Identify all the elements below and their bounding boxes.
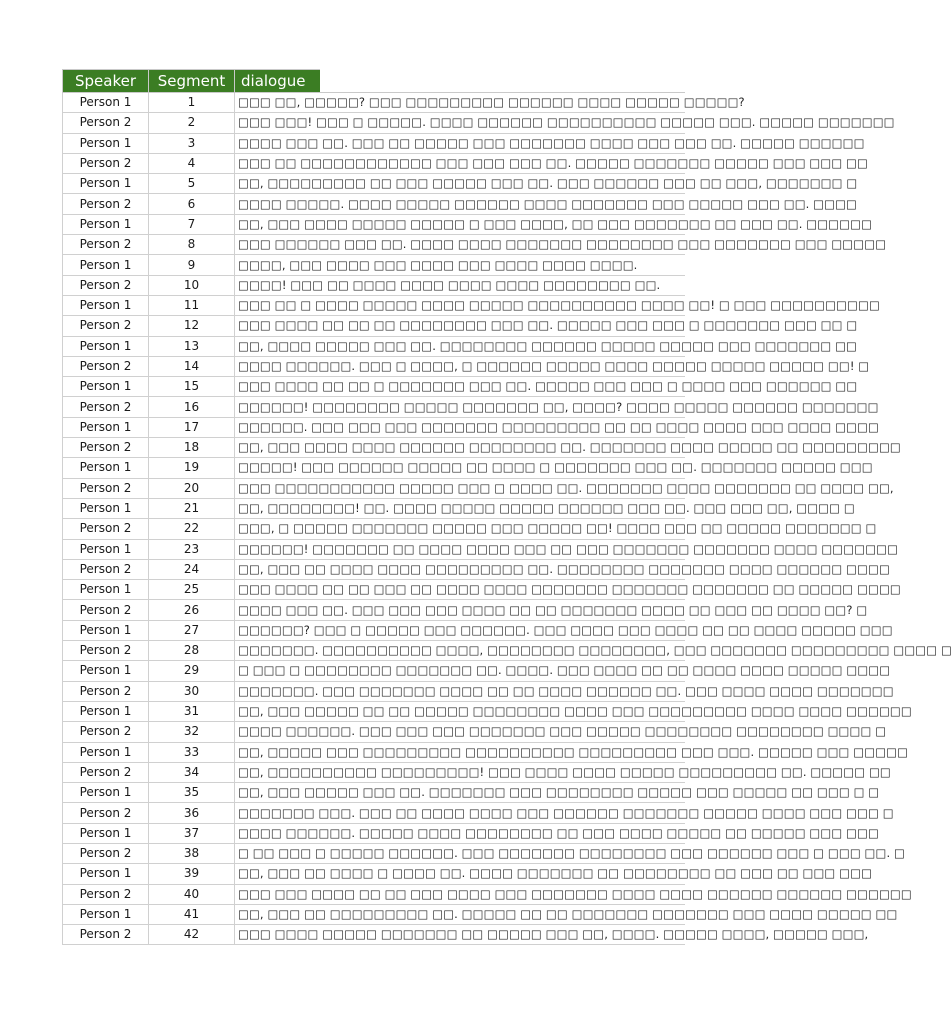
cell-speaker[interactable]: Person 1 — [63, 701, 149, 721]
cell-speaker[interactable]: Person 1 — [63, 783, 149, 803]
table-row[interactable] — [63, 93, 685, 113]
cell-speaker[interactable]: Person 1 — [63, 742, 149, 762]
cell-speaker[interactable]: Person 2 — [63, 681, 149, 701]
cell-segment[interactable]: 27 — [149, 620, 235, 640]
cell-speaker[interactable]: Person 2 — [63, 559, 149, 579]
cell-dialogue[interactable]: □□□ □□□□ □□ □□ □ □□□□□□□ □□□ □□. □□□□□ □□□ □□□ □ □□□□ □□□ □□□□□□ □□ — [235, 377, 685, 397]
cell-speaker[interactable]: Person 2 — [63, 397, 149, 417]
cell-dialogue[interactable]: □□□□□□□. □□□ □□□□□□□ □□□□ □□ □□ □□□□ □□□□□□ □□. □□□ □□□□ □□□□ □□□□□□□ — [235, 681, 685, 701]
cell-segment[interactable]: 1 — [149, 93, 235, 113]
cell-dialogue[interactable]: □□□, □ □□□□□ □□□□□□□ □□□□□ □□□ □□□□□ □□! □□□□ □□□ □□ □□□□□ □□□□□□□ □ — [235, 519, 685, 539]
spreadsheet — [62, 69, 952, 945]
cell-speaker[interactable]: Person 1 — [63, 174, 149, 194]
cell-dialogue[interactable]: □□□ □□□□ □□□□□ □□□□□□□ □□ □□□□□ □□□ □□, □□□□. □□□□□ □□□□, □□□□□ □□□, — [235, 925, 685, 945]
cell-speaker[interactable]: Person 2 — [63, 316, 149, 336]
table-row[interactable] — [63, 275, 685, 295]
cell-dialogue[interactable]: □□□□□! □□□ □□□□□□ □□□□□ □□ □□□□ □ □□□□□□□ □□□ □□. □□□□□□□ □□□□□ □□□ — [235, 458, 685, 478]
table-row[interactable] — [63, 133, 685, 153]
cell-speaker[interactable]: Person 1 — [63, 377, 149, 397]
cell-segment[interactable]: 12 — [149, 316, 235, 336]
cell-dialogue[interactable]: □□□□ □□□ □□. □□□ □□ □□□□□ □□□ □□□□□□□ □□□□ □□□ □□□ □□. □□□□□ □□□□□□ — [235, 133, 685, 153]
table-row[interactable] — [63, 417, 685, 437]
cell-segment[interactable]: 21 — [149, 498, 235, 518]
cell-segment[interactable]: 22 — [149, 519, 235, 539]
cell-segment[interactable]: 6 — [149, 194, 235, 214]
table-row[interactable] — [63, 722, 685, 742]
cell-dialogue[interactable]: □□, □□□ □□ □□□□ □□□□ □□□□□□□□□ □□. □□□□□□□□ □□□□□□□ □□□□ □□□□□□ □□□□ — [235, 559, 685, 579]
cell-dialogue[interactable]: □□, □□□□□□□□! □□. □□□□ □□□□□ □□□□□ □□□□□□ □□□ □□. □□□ □□□ □□, □□□□ □ — [235, 498, 685, 518]
cell-dialogue[interactable]: □□□□ □□□ □□. □□□ □□□ □□□ □□□□ □□ □□ □□□□□□□ □□□□ □□ □□□ □□ □□□□ □□? □ — [235, 600, 685, 620]
cell-segment[interactable]: 24 — [149, 559, 235, 579]
cell-dialogue[interactable]: □□, □□□□□ □□□ □□□□□□□□□ □□□□□□□□□□ □□□□□□□□□ □□□ □□□. □□□□□ □□□ □□□□□ — [235, 742, 685, 762]
cell-dialogue[interactable]: □□, □□□ □□□□ □□□□ □□□□□□ □□□□□□□□ □□. □□□□□□□ □□□□ □□□□□ □□ □□□□□□□□□ — [235, 438, 685, 458]
cell-dialogue[interactable]: □□□□ □□□□□. □□□□ □□□□□ □□□□□□ □□□□ □□□□□□□ □□□ □□□□□ □□□ □□. □□□□ — [235, 194, 685, 214]
cell-speaker[interactable]: Person 2 — [63, 194, 149, 214]
cell-dialogue[interactable]: □□□□□□. □□□ □□□ □□□ □□□□□□□ □□□□□□□□□ □□ □□ □□□□ □□□□ □□□ □□□□ □□□□ — [235, 417, 685, 437]
table-row[interactable] — [63, 661, 685, 681]
cell-dialogue[interactable]: □□, □□□□ □□□□□ □□□ □□. □□□□□□□□ □□□□□□ □□□□□ □□□□□ □□□ □□□□□□□ □□ — [235, 336, 685, 356]
cell-segment[interactable]: 16 — [149, 397, 235, 417]
cell-dialogue[interactable]: □□, □□□ □□□□□ □□□ □□. □□□□□□□ □□□ □□□□□□□□ □□□□□ □□□ □□□□□ □□ □□□ □ □ — [235, 783, 685, 803]
cell-dialogue[interactable]: □□□□ □□□□□□. □□□ □ □□□□, □ □□□□□□ □□□□□ □□□□ □□□□□ □□□□□ □□□□□ □□! □ — [235, 356, 685, 376]
header-dialogue-label: dialogue — [241, 72, 306, 90]
table-row[interactable] — [63, 295, 685, 315]
cell-dialogue[interactable]: □□□ □□□□□□ □□□ □□. □□□□ □□□□ □□□□□□□ □□□□□□□□ □□□ □□□□□□□ □□□ □□□□□ — [235, 235, 685, 255]
cell-segment[interactable]: 41 — [149, 904, 235, 924]
cell-segment[interactable]: 26 — [149, 600, 235, 620]
cell-speaker[interactable]: Person 1 — [63, 661, 149, 681]
cell-segment[interactable]: 18 — [149, 438, 235, 458]
cell-segment[interactable]: 13 — [149, 336, 235, 356]
cell-speaker[interactable]: Person 2 — [63, 600, 149, 620]
table-row[interactable] — [63, 600, 685, 620]
cell-dialogue[interactable]: □□□ □□□ □□□□ □□ □□ □□□ □□□□ □□□ □□□□□□□ □□□□ □□□□ □□□□□□ □□□□□□ □□□□□□ — [235, 884, 685, 904]
table-row[interactable] — [63, 559, 685, 579]
cell-dialogue[interactable]: □□□ □□□□ □□ □□ □□□ □□ □□□□ □□□□ □□□□□□□ □□□□□□□ □□□□□□□ □□ □□□□□ □□□□ — [235, 580, 685, 600]
cell-segment[interactable]: 29 — [149, 661, 235, 681]
cell-speaker[interactable]: Person 1 — [63, 498, 149, 518]
cell-speaker[interactable]: Person 2 — [63, 641, 149, 661]
cell-speaker[interactable]: Person 1 — [63, 214, 149, 234]
cell-speaker[interactable]: Person 1 — [63, 417, 149, 437]
cell-dialogue[interactable]: □ □□□ □ □□□□□□□□ □□□□□□□ □□. □□□□. □□□ □□□□ □□ □□ □□□□ □□□□ □□□□□ □□□□ — [235, 661, 685, 681]
cell-dialogue[interactable]: □□□□□□! □□□□□□□□ □□□□□ □□□□□□□ □□, □□□□? □□□□ □□□□□ □□□□□□ □□□□□□□ — [235, 397, 685, 417]
cell-segment[interactable]: 17 — [149, 417, 235, 437]
cell-speaker[interactable]: Person 1 — [63, 620, 149, 640]
table-row[interactable] — [63, 681, 685, 701]
cell-segment[interactable]: 34 — [149, 762, 235, 782]
cell-speaker[interactable]: Person 2 — [63, 113, 149, 133]
cell-segment[interactable]: 3 — [149, 133, 235, 153]
cell-segment[interactable]: 4 — [149, 153, 235, 173]
table-row[interactable] — [63, 641, 685, 661]
cell-speaker[interactable]: Person 2 — [63, 478, 149, 498]
cell-segment[interactable]: 2 — [149, 113, 235, 133]
table-row[interactable] — [63, 843, 685, 863]
cell-speaker[interactable]: Person 2 — [63, 438, 149, 458]
cell-speaker[interactable]: Person 2 — [63, 722, 149, 742]
table-row[interactable] — [63, 316, 685, 336]
cell-dialogue[interactable]: □□, □□□ □□ □□□□□□□□□ □□. □□□□□ □□ □□ □□□□□□□ □□□□□□□ □□□ □□□□ □□□□□ □□ — [235, 904, 685, 924]
cell-segment[interactable]: 10 — [149, 275, 235, 295]
table-row[interactable] — [63, 377, 685, 397]
header-segment[interactable]: Segment — [149, 70, 235, 93]
cell-segment[interactable]: 14 — [149, 356, 235, 376]
table-row[interactable] — [63, 884, 685, 904]
cell-dialogue[interactable]: □□, □□□ □□□□□ □□ □□ □□□□□ □□□□□□□□ □□□□ □□□ □□□□□□□□□ □□□□ □□□□ □□□□□□ — [235, 701, 685, 721]
cell-segment[interactable]: 19 — [149, 458, 235, 478]
cell-speaker[interactable]: Person 2 — [63, 843, 149, 863]
cell-dialogue[interactable]: □□□□ □□□□□□. □□□ □□□ □□□ □□□□□□□ □□□ □□□□□ □□□□□□□□ □□□□□□□□ □□□□ □ — [235, 722, 685, 742]
cell-segment[interactable]: 30 — [149, 681, 235, 701]
cell-dialogue[interactable]: □□□□□□? □□□ □ □□□□□ □□□ □□□□□□. □□□ □□□□ □□□ □□□□ □□ □□ □□□□ □□□□□ □□□ — [235, 620, 685, 640]
table-row[interactable] — [63, 823, 685, 843]
table-row[interactable] — [63, 255, 685, 275]
cell-dialogue[interactable]: □□□□! □□□ □□ □□□□ □□□□ □□□□ □□□□ □□□□□□□□ □□. — [235, 275, 685, 295]
cell-speaker[interactable]: Person 2 — [63, 884, 149, 904]
cell-dialogue[interactable]: □□□□□□□. □□□□□□□□□□ □□□□, □□□□□□□□ □□□□□□□□, □□□ □□□□□□□ □□□□□□□□□ □□□□ □ — [235, 641, 685, 661]
table-row[interactable] — [63, 904, 685, 924]
cell-speaker[interactable]: Person 2 — [63, 762, 149, 782]
cell-speaker[interactable]: Person 2 — [63, 235, 149, 255]
cell-speaker[interactable]: Person 2 — [63, 275, 149, 295]
cell-segment[interactable]: 36 — [149, 803, 235, 823]
cell-dialogue[interactable]: □□□ □□□□□□□□□□□ □□□□□ □□□ □ □□□□ □□. □□□□□□□ □□□□ □□□□□□□ □□ □□□□ □□, — [235, 478, 685, 498]
cell-dialogue[interactable]: □□□ □□□! □□□ □ □□□□□. □□□□ □□□□□□ □□□□□□□□□□ □□□□□ □□□. □□□□□ □□□□□□□ — [235, 113, 685, 133]
cell-segment[interactable]: 25 — [149, 580, 235, 600]
table-row[interactable] — [63, 194, 685, 214]
cell-segment[interactable]: 33 — [149, 742, 235, 762]
cell-segment[interactable]: 40 — [149, 884, 235, 904]
cell-speaker[interactable]: Person 1 — [63, 133, 149, 153]
cell-speaker[interactable]: Person 1 — [63, 295, 149, 315]
cell-dialogue[interactable]: □□□ □□, □□□□□? □□□ □□□□□□□□□ □□□□□□ □□□□ □□□□□ □□□□□? — [235, 93, 685, 113]
table-row[interactable] — [63, 214, 685, 234]
cell-speaker[interactable]: Person 2 — [63, 925, 149, 945]
table-row[interactable] — [63, 438, 685, 458]
cell-speaker[interactable]: Person 2 — [63, 153, 149, 173]
cell-segment[interactable]: 28 — [149, 641, 235, 661]
cell-speaker[interactable]: Person 1 — [63, 823, 149, 843]
cell-dialogue[interactable]: □□□□, □□□ □□□□ □□□ □□□□ □□□ □□□□ □□□□ □□□□. — [235, 255, 685, 275]
table-row[interactable] — [63, 153, 685, 173]
table-row[interactable] — [63, 620, 685, 640]
cell-segment[interactable]: 5 — [149, 174, 235, 194]
table-row[interactable] — [63, 235, 685, 255]
cell-dialogue[interactable]: □□□ □□ □□□□□□□□□□□□ □□□ □□□ □□□ □□. □□□□□ □□□□□□□ □□□□□ □□□ □□□ □□ — [235, 153, 685, 173]
table-row[interactable] — [63, 113, 685, 133]
cell-dialogue[interactable]: □□□□□□! □□□□□□□ □□ □□□□ □□□□ □□□ □□ □□□ □□□□□□□ □□□□□□□ □□□□ □□□□□□□ — [235, 539, 685, 559]
cell-dialogue[interactable]: □ □□ □□□ □ □□□□□ □□□□□□. □□□ □□□□□□□ □□□□□□□□ □□□ □□□□□□ □□□ □ □□□ □□. □ — [235, 843, 685, 863]
cell-speaker[interactable]: Person 2 — [63, 803, 149, 823]
table-row[interactable] — [63, 478, 685, 498]
table-row[interactable] — [63, 864, 685, 884]
cell-segment[interactable]: 38 — [149, 843, 235, 863]
cell-dialogue[interactable]: □□□ □□□□ □□ □□ □□ □□□□□□□□ □□□ □□. □□□□□ □□□ □□□ □ □□□□□□□ □□□ □□ □ — [235, 316, 685, 336]
table-row[interactable] — [63, 925, 685, 945]
cell-segment[interactable]: 23 — [149, 539, 235, 559]
cell-segment[interactable]: 9 — [149, 255, 235, 275]
cell-dialogue[interactable]: □□□ □□ □ □□□□ □□□□□ □□□□ □□□□□ □□□□□□□□□□ □□□□ □□! □ □□□ □□□□□□□□□□ — [235, 295, 685, 315]
table-body — [63, 93, 952, 945]
cell-speaker[interactable]: Person 1 — [63, 255, 149, 275]
cell-speaker[interactable]: Person 1 — [63, 458, 149, 478]
table-row[interactable] — [63, 174, 685, 194]
header-dialogue-clip — [320, 69, 760, 92]
cell-speaker[interactable]: Person 1 — [63, 904, 149, 924]
cell-dialogue[interactable]: □□, □□□□□□□□□□ □□□□□□□□□! □□□ □□□□ □□□□ □□□□□ □□□□□□□□□ □□. □□□□□ □□ — [235, 762, 685, 782]
table-row[interactable] — [63, 580, 685, 600]
cell-segment[interactable]: 15 — [149, 377, 235, 397]
table-row[interactable] — [63, 803, 685, 823]
cell-speaker[interactable]: Person 1 — [63, 580, 149, 600]
cell-segment[interactable]: 37 — [149, 823, 235, 843]
cell-dialogue[interactable]: □□□□ □□□□□□. □□□□□ □□□□ □□□□□□□□ □□ □□□ □□□□ □□□□□ □□ □□□□□ □□□ □□□ — [235, 823, 685, 843]
cell-speaker[interactable]: Person 1 — [63, 93, 149, 113]
table-row[interactable] — [63, 458, 685, 478]
table-row[interactable] — [63, 356, 685, 376]
cell-speaker[interactable]: Person 2 — [63, 519, 149, 539]
cell-segment[interactable]: 32 — [149, 722, 235, 742]
cell-segment[interactable]: 35 — [149, 783, 235, 803]
cell-segment[interactable]: 8 — [149, 235, 235, 255]
cell-speaker[interactable]: Person 1 — [63, 336, 149, 356]
table-row[interactable] — [63, 742, 685, 762]
table-row[interactable] — [63, 397, 685, 417]
cell-segment[interactable]: 11 — [149, 295, 235, 315]
cell-dialogue[interactable]: □□, □□□□□□□□□ □□ □□□ □□□□□ □□□ □□. □□□ □□□□□□ □□□ □□ □□□, □□□□□□□ □ — [235, 174, 685, 194]
cell-segment[interactable]: 39 — [149, 864, 235, 884]
dialogue-table — [62, 69, 952, 945]
table-row[interactable] — [63, 783, 685, 803]
cell-dialogue[interactable]: □□□□□□□ □□□. □□□ □□ □□□□ □□□□ □□□ □□□□□□ □□□□□□□ □□□□□ □□□□ □□□ □□□ □ — [235, 803, 685, 823]
cell-dialogue[interactable]: □□, □□□ □□ □□□□ □ □□□□ □□. □□□□ □□□□□□□ □□ □□□□□□□□ □□ □□□ □□ □□□ □□□ — [235, 864, 685, 884]
cell-segment[interactable]: 7 — [149, 214, 235, 234]
cell-segment[interactable]: 31 — [149, 701, 235, 721]
cell-speaker[interactable]: Person 1 — [63, 864, 149, 884]
table-row[interactable] — [63, 539, 685, 559]
cell-speaker[interactable]: Person 2 — [63, 356, 149, 376]
table-row[interactable] — [63, 498, 685, 518]
cell-segment[interactable]: 20 — [149, 478, 235, 498]
table-row[interactable] — [63, 519, 685, 539]
table-row[interactable] — [63, 336, 685, 356]
cell-segment[interactable]: 42 — [149, 925, 235, 945]
table-row[interactable] — [63, 762, 685, 782]
header-speaker[interactable]: Speaker — [63, 70, 149, 93]
table-row[interactable] — [63, 701, 685, 721]
cell-speaker[interactable]: Person 1 — [63, 539, 149, 559]
cell-dialogue[interactable]: □□, □□□ □□□□ □□□□□ □□□□□ □ □□□ □□□□, □□ □□□ □□□□□□□ □□ □□□ □□. □□□□□□ — [235, 214, 685, 234]
